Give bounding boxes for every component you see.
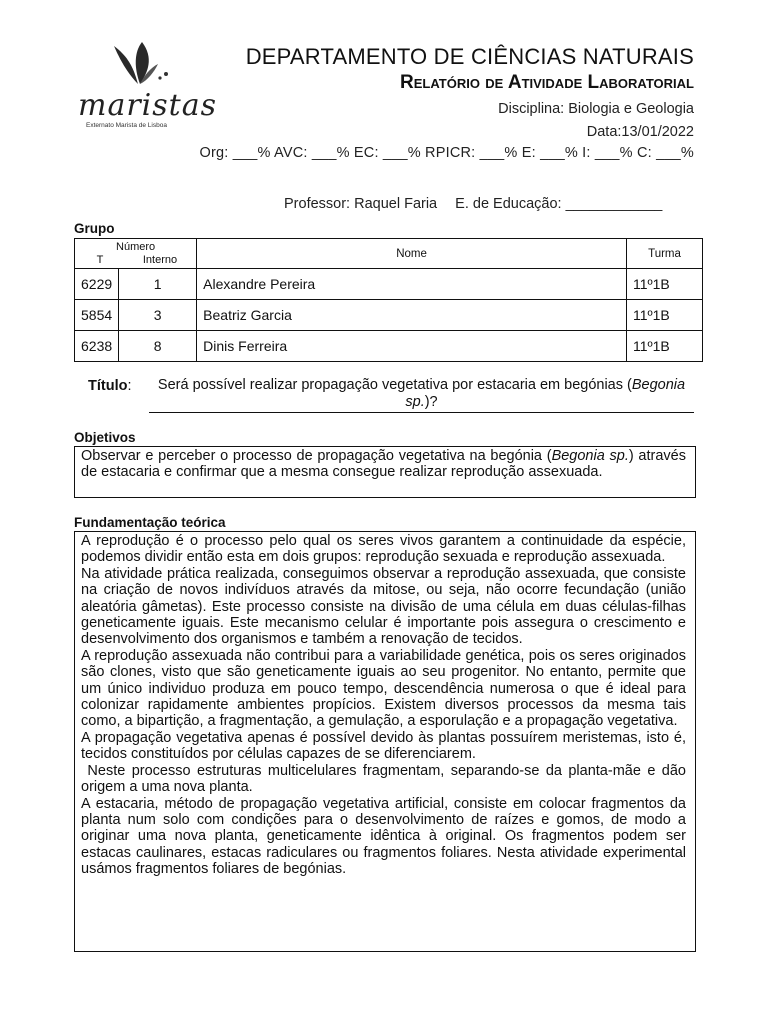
date-line: Data:13/01/2022: [586, 124, 694, 140]
discipline-line: Disciplina: Biologia e Geologia: [498, 101, 694, 117]
theory-paragraph: Na atividade prática realizada, conseguimos observar a reprodução assexuada, que consiste na criação de novos indivíduos através da mitose, ou seja, não ocorre fecundação (união aleatória gâmetas). Este processo consiste na divisão de uma célula em duas células-filhas geneticamente iguais. Este mecanismo celular é importante pois assegura o crescimento e desenvolvimento dos organismos e também a renovação de tecidos.: [81, 565, 686, 648]
row-nome: Beatriz Garcia: [197, 300, 627, 331]
nome-header: Nome: [197, 239, 627, 269]
row-turma: 11º1B: [627, 300, 703, 331]
row-nome: Alexandre Pereira: [197, 269, 627, 300]
table-row: [75, 331, 703, 362]
t-header: T: [96, 253, 104, 266]
row-turma: 11º1B: [627, 331, 703, 362]
theory-paragraph: A reprodução assexuada não contribui para a variabilidade genética, pois os seres originados são clones, visto que são geneticamente iguais ao seu progenitor. No entanto, permite que um único individuo produza em pouco tempo, descendência numerosa o que é ideal para colonizar rapidamente ambientes propícios. Existem diversos processos da mesma tais como, a bipartição, a fragmentação, a gemulação, a esporulação e a propagação vegetativa.: [81, 647, 686, 730]
interno-header: Interno: [142, 253, 178, 266]
table-row: [75, 300, 703, 331]
group-label: Grupo: [74, 221, 115, 236]
title-text: Será possível realizar propagação vegetativa por estacaria em begónias (Begonia sp.)?: [149, 377, 694, 413]
table-row: [75, 269, 703, 300]
row-interno: 1: [119, 269, 197, 300]
objectives-text: Observar e perceber o processo de propagação vegetativa na begónia (Begonia sp.) através de estacaria e confirmar que a mesma consegue realizar reprodução assexuada.: [81, 448, 686, 481]
education-field: E. de Educação: ____________: [455, 196, 663, 212]
logo-subtitle: Externato Marista de Lisboa: [86, 122, 167, 129]
title-label: Título:: [88, 378, 132, 394]
theory-paragraph: Neste processo estruturas multicelulares fragmentam, separando-se da planta-mãe e dão origem a uma nova planta.: [81, 762, 691, 796]
row-interno: 8: [119, 331, 197, 362]
numero-header-label: Número: [116, 240, 156, 253]
row-nome: Dinis Ferreira: [197, 331, 627, 362]
objectives-label: Objetivos: [74, 430, 136, 445]
row-interno: 3: [119, 300, 197, 331]
school-logo: [76, 40, 218, 130]
numero-header: [75, 239, 197, 269]
grades-line: Org: ___% AVC: ___% EC: ___% RPICR: ___% E: ___% I: ___% C: ___%: [199, 145, 694, 161]
theory-label: Fundamentação teórica: [74, 515, 226, 530]
professor-line: [284, 196, 676, 212]
theory-box: [74, 531, 696, 952]
group-table: [74, 238, 703, 362]
professor-name: Professor: Raquel Faria: [284, 196, 438, 212]
theory-paragraph: A propagação vegetativa apenas é possível devido às plantas possuírem meristemas, isto é, tecidos constituídos por células capazes de se diferenciarem.: [81, 729, 686, 763]
row-t: 6238: [75, 331, 119, 362]
heart-m-logo-icon: [104, 40, 174, 90]
row-t: 5854: [75, 300, 119, 331]
report-title: Relatório de Atividade Laboratorial: [400, 72, 694, 93]
logo-wordmark: maristas: [78, 88, 218, 123]
row-turma: 11º1B: [627, 269, 703, 300]
objectives-box: [74, 446, 696, 498]
theory-paragraph: A estacaria, método de propagação vegetativa artificial, consiste em colocar fragmentos da planta num solo com condições para o desenvolvimento de raízes e gomos, de modo a originar uma nova planta, geneticamente idêntica à original. Os fragmentos podem ser estacas caulinares, estacas radiculares ou fragmentos foliares. Nesta atividade experimental usámos fragmentos foliares de begónias.: [81, 795, 686, 878]
report-header: [199, 44, 694, 161]
theory-paragraph: A reprodução é o processo pelo qual os seres vivos garantem a continuidade da espécie, podemos dividir então esta em dois grupos: reprodução sexuada e reprodução assexuada.: [81, 533, 686, 566]
group-table-header: [75, 239, 703, 269]
row-t: 6229: [75, 269, 119, 300]
department-title: DEPARTAMENTO DE CIÊNCIAS NATURAIS: [245, 44, 694, 69]
turma-header: Turma: [627, 239, 703, 269]
